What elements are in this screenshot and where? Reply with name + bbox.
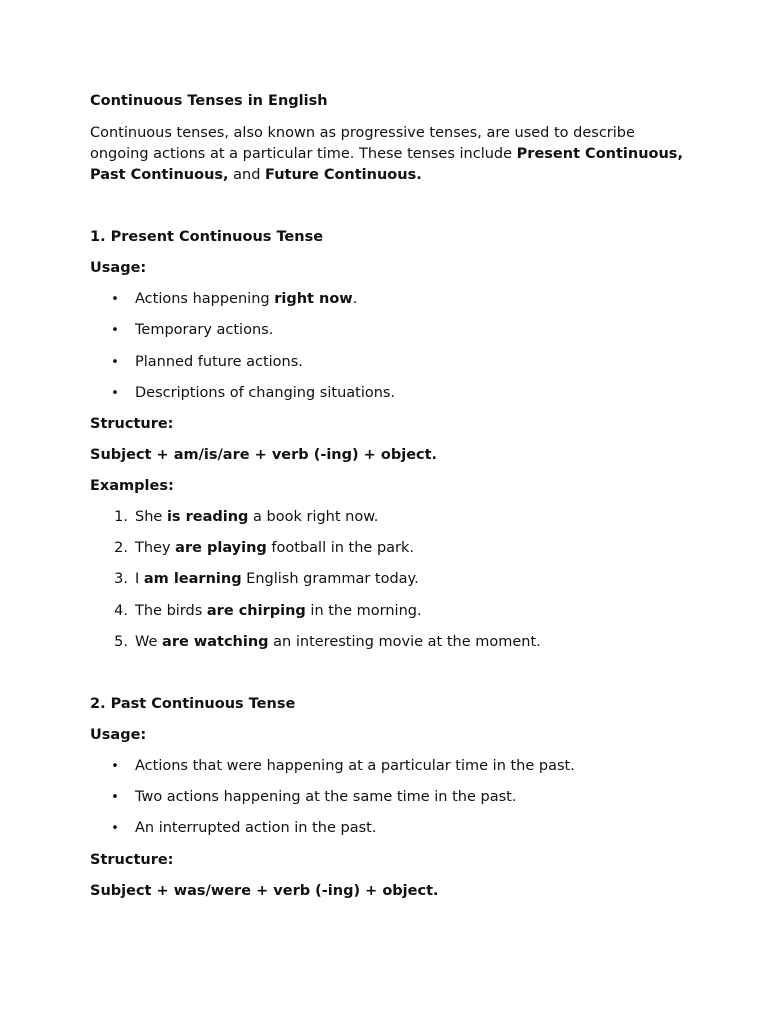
example-text: The birds xyxy=(135,603,207,619)
example-verb: are chirping xyxy=(206,603,306,619)
example-verb: is reading xyxy=(166,509,249,525)
section1-structure-formula: Subject + am/is/are + verb (-ing) + object. xyxy=(90,447,438,463)
example-number: 3. xyxy=(114,571,128,587)
example-verb: am learning xyxy=(143,571,242,587)
usage-text: Planned future actions. xyxy=(135,354,303,370)
example-text: They xyxy=(135,540,176,556)
section1-usage-label: Usage: xyxy=(90,260,147,276)
example-verb: are playing xyxy=(175,540,267,556)
bullet-icon: • xyxy=(111,386,119,401)
bullet-icon: • xyxy=(111,323,119,338)
usage-bold: right now xyxy=(274,291,353,307)
section2-structure-formula: Subject + was/were + verb (-ing) + object. xyxy=(90,883,439,899)
usage-text: Actions happening xyxy=(135,291,275,307)
example-verb: are watching xyxy=(162,634,269,650)
example-text: She xyxy=(135,509,167,525)
example-text-post: in the morning. xyxy=(305,603,422,619)
example-text-post: English grammar today. xyxy=(241,571,419,587)
section1-structure-label: Structure: xyxy=(90,416,174,432)
bullet-icon: • xyxy=(111,355,119,370)
example-text-post: an interesting movie at the moment. xyxy=(268,634,541,650)
usage-text: Descriptions of changing situations. xyxy=(135,385,396,401)
section2-structure-label: Structure: xyxy=(90,852,174,868)
example-text: I xyxy=(135,571,144,587)
example-number: 2. xyxy=(114,540,128,556)
usage-text-post: . xyxy=(352,291,358,307)
usage-text: Temporary actions. xyxy=(135,322,274,338)
section1-examples-label: Examples: xyxy=(90,478,174,494)
example-number: 1. xyxy=(114,509,128,525)
bullet-icon: • xyxy=(111,821,119,836)
section2-usage-label: Usage: xyxy=(90,727,147,743)
example-text: We xyxy=(135,634,163,650)
section1-heading: 1. Present Continuous Tense xyxy=(90,229,324,245)
bullet-icon: • xyxy=(111,759,119,774)
example-number: 4. xyxy=(114,603,128,619)
usage-text: Actions that were happening at a particular time in the past. xyxy=(135,758,575,774)
example-text-post: football in the park. xyxy=(266,540,415,556)
intro-bold-b: Future Continuous. xyxy=(265,167,422,183)
intro-bold-a: Present Continuous, Past Continuous, xyxy=(90,146,683,183)
bullet-icon: • xyxy=(111,292,119,307)
intro-text-a: Continuous tenses, also known as progressive tenses, are used to describe ongoing actions at a particular time. These tenses include xyxy=(90,125,635,162)
example-number: 5. xyxy=(114,634,128,650)
usage-text: Two actions happening at the same time in the past. xyxy=(135,789,517,805)
document-title: Continuous Tenses in English xyxy=(90,93,328,109)
usage-text: An interrupted action in the past. xyxy=(135,820,377,836)
section2-heading: 2. Past Continuous Tense xyxy=(90,696,296,712)
intro-paragraph xyxy=(90,123,690,186)
intro-text-b: and xyxy=(228,167,266,183)
example-text-post: a book right now. xyxy=(248,509,379,525)
bullet-icon: • xyxy=(111,790,119,805)
